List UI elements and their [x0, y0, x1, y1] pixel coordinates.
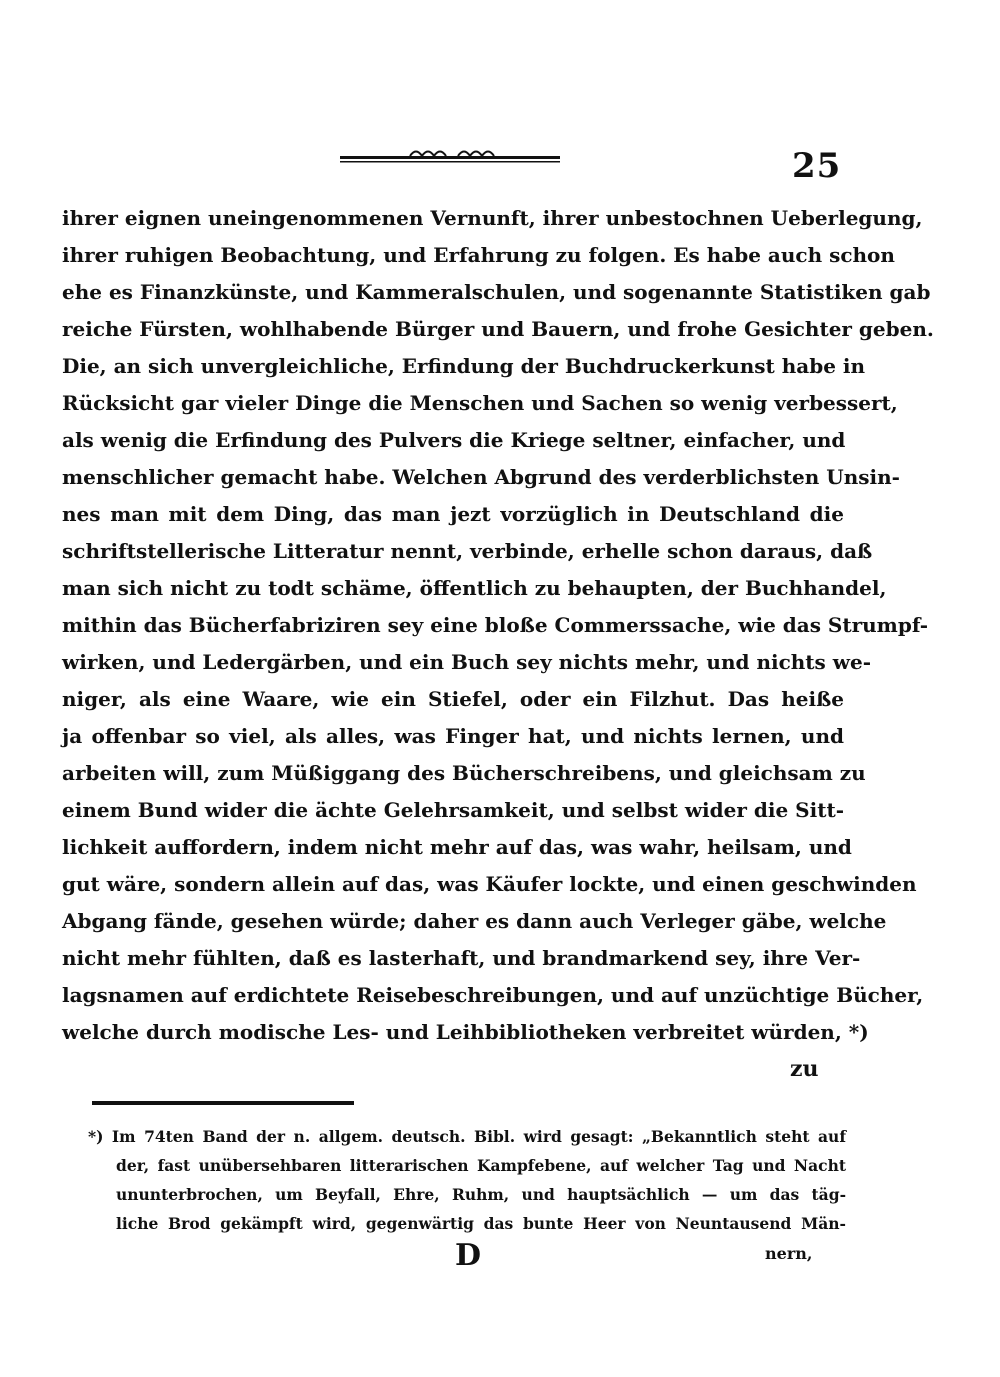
body-line: ihrer eignen uneingenommenen Vernunft, ihrer unbestochnen Ueberlegung,	[62, 206, 923, 230]
body-line: welche durch modische Les- und Leihbibliotheken verbreitet würden, *)	[62, 1020, 869, 1044]
footnote-line: *) Im 74ten Band der n. allgem. deutsch. Bibl. wird gesagt: „Bekanntlich steht auf	[88, 1127, 846, 1146]
footnote-divider	[92, 1101, 354, 1105]
footnote-line: der, fast unübersehbaren litterarischen Kampfebene, auf welcher Tag und Nacht	[116, 1156, 846, 1175]
body-line: nicht mehr fühlten, daß es lasterhaft, und brandmarkend sey, ihre Ver-	[62, 946, 861, 970]
body-line: als wenig die Erfindung des Pulvers die Kriege seltner, einfacher, und	[62, 428, 846, 452]
body-line: Abgang fände, gesehen würde; daher es dann auch Verleger gäbe, welche	[62, 909, 887, 933]
body-line: nes man mit dem Ding, das man jezt vorzüglich in Deutschland die	[62, 502, 844, 526]
page-number: 25	[792, 146, 842, 186]
body-line: wirken, und Ledergärben, und ein Buch sey nichts mehr, und nichts we-	[62, 650, 872, 674]
body-line: lichkeit auffordern, indem nicht mehr auf das, was wahr, heilsam, und	[62, 835, 852, 859]
body-text	[62, 200, 934, 1051]
body-line: lagsnamen auf erdichtete Reisebeschreibungen, und auf unzüchtige Bücher,	[62, 983, 924, 1007]
body-line: arbeiten will, zum Müßiggang des Bücherschreibens, und gleichsam zu	[62, 761, 866, 785]
header-ornament	[340, 148, 560, 166]
body-line: ehe es Finanzkünste, und Kammeralschulen, und sogenannte Statistiken gab	[62, 280, 931, 304]
body-line: ihrer ruhigen Beobachtung, und Erfahrung zu folgen. Es habe auch schon	[62, 243, 895, 267]
body-line: man sich nicht zu todt schäme, öffentlich zu behaupten, der Buchhandel,	[62, 576, 887, 600]
body-line: ja offenbar so viel, als alles, was Finger hat, und nichts lernen, und	[62, 724, 844, 748]
body-line: Rücksicht gar vieler Dinge die Menschen und Sachen so wenig verbessert,	[62, 391, 898, 415]
body-line: einem Bund wider die ächte Gelehrsamkeit, und selbst wider die Sitt-	[62, 798, 844, 822]
body-line: gut wäre, sondern allein auf das, was Käufer lockte, und einen geschwinden	[62, 872, 917, 896]
body-line: niger, als eine Waare, wie ein Stiefel, oder ein Filzhut. Das heiße	[62, 687, 844, 711]
body-line: mithin das Bücherfabriziren sey eine bloße Commerssache, wie das Strumpf-	[62, 613, 929, 637]
footnote-catchword: nern,	[765, 1244, 813, 1263]
signature-mark: D	[455, 1238, 482, 1273]
body-line: menschlicher gemacht habe. Welchen Abgrund des verderblichsten Unsin-	[62, 465, 900, 489]
footnote-line: liche Brod gekämpft wird, gegenwärtig das bunte Heer von Neuntausend Män-	[116, 1214, 846, 1233]
body-line: schriftstellerische Litteratur nennt, verbinde, erhelle schon daraus, daß	[62, 539, 873, 563]
footnote	[88, 1122, 846, 1238]
footnote-line: ununterbrochen, um Beyfall, Ehre, Ruhm, und hauptsächlich — um das täg-	[116, 1185, 846, 1204]
catchword: zu	[790, 1056, 819, 1082]
body-line: reiche Fürsten, wohlhabende Bürger und Bauern, und frohe Gesichter geben.	[62, 317, 934, 341]
body-line: Die, an sich unvergleichliche, Erfindung der Buchdruckerkunst habe in	[62, 354, 866, 378]
